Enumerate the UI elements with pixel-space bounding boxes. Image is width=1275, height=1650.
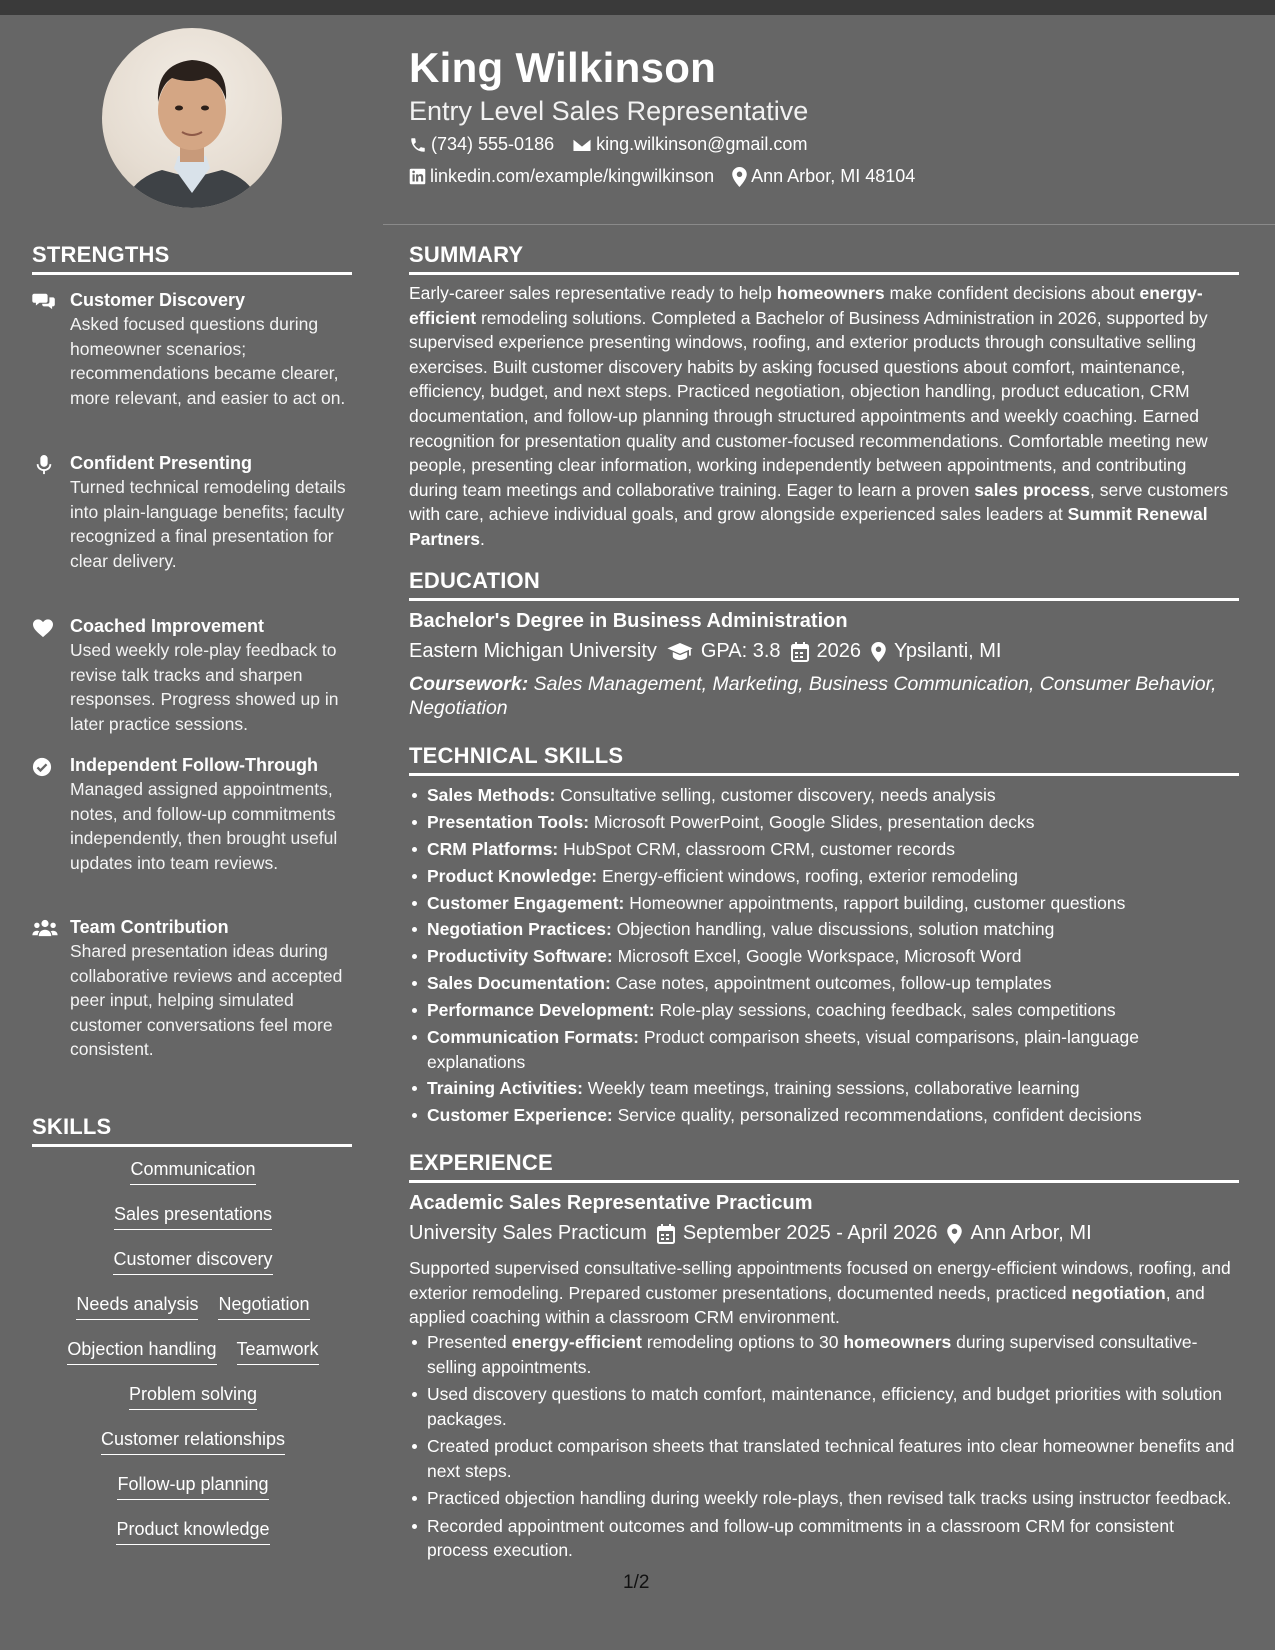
profile-photo: [102, 28, 282, 208]
technical-skill-item: [409, 944, 1239, 969]
microphone-icon: [32, 455, 56, 475]
technical-skill-item: [409, 998, 1239, 1023]
calendar-icon: [791, 642, 809, 662]
skill-chip: Negotiation: [218, 1292, 309, 1320]
job-bullet: [409, 1514, 1239, 1563]
summary-bold: energy-efficient: [409, 283, 1203, 328]
skill-chip: Product knowledge: [116, 1517, 269, 1545]
technical-skill-value: Product comparison sheets, visual comparisons, plain-language explanations: [427, 1027, 1139, 1072]
education-heading: EDUCATION: [409, 568, 1239, 601]
skill-chip: Teamwork: [237, 1337, 319, 1365]
strength-desc: Used weekly role-play feedback to revise talk tracks and sharpen responses. Progress showed up in later practice sessions.: [70, 640, 339, 734]
linkedin-contact[interactable]: [409, 166, 714, 187]
technical-skill-value: Consultative selling, customer discovery, needs analysis: [555, 785, 996, 805]
contact-row-2: [409, 166, 915, 187]
technical-skill-value: Microsoft PowerPoint, Google Slides, presentation decks: [589, 811, 1035, 832]
summary-text: make confident decisions about: [884, 283, 1140, 303]
technical-skill-value: Service quality, personalized recommendations, confident decisions: [612, 1105, 1142, 1126]
skill-row: [32, 1337, 354, 1382]
map-marker-icon: [732, 167, 747, 187]
skills-heading: SKILLS: [32, 1114, 352, 1147]
strength-desc: Asked focused questions during homeowner scenarios; recommendations became clearer, more relevant, and easier to act on.: [70, 314, 346, 408]
education-meta: [409, 640, 1002, 663]
technical-skill-item: [409, 783, 1239, 808]
school-location: Ypsilanti, MI: [894, 640, 1002, 662]
technical-skill-label: Sales Methods:: [427, 785, 556, 805]
strengths-heading: STRENGTHS: [32, 242, 352, 275]
graduation-cap-icon: [667, 643, 693, 661]
technical-skill-label: Presentation Tools:: [427, 811, 590, 832]
map-marker-icon: [947, 1224, 962, 1244]
job-organization: University Sales Practicum: [409, 1222, 647, 1244]
technical-skill-value: HubSpot CRM, classroom CRM, customer records: [558, 838, 956, 859]
strength-item: [32, 451, 354, 573]
job-title: Academic Sales Representative Practicum: [409, 1192, 813, 1214]
technical-skill-item: [409, 810, 1239, 835]
strength-title: Coached Improvement: [70, 616, 265, 636]
technical-skill-value: Homeowner appointments, rapport building, customer questions: [624, 892, 1126, 913]
strength-item: [32, 753, 354, 875]
technical-skill-label: Performance Development:: [427, 1000, 655, 1021]
skill-row: [32, 1247, 354, 1292]
job-location: Ann Arbor, MI: [970, 1222, 1092, 1244]
job-bullet: [409, 1382, 1239, 1431]
summary-bold: sales process: [974, 479, 1090, 500]
location-contact: [732, 166, 915, 187]
job-bullet-text: Used discovery questions to match comfort, maintenance, efficiency, and budget priorities with solution packages.: [427, 1384, 1223, 1429]
skill-chip: Follow-up planning: [117, 1472, 268, 1500]
skill-row: [32, 1517, 354, 1562]
technical-skill-value: Microsoft Excel, Google Workspace, Microsoft Word: [612, 946, 1022, 967]
strength-title: Customer Discovery: [70, 290, 246, 310]
skill-row: [32, 1292, 354, 1337]
technical-skill-label: Training Activities:: [427, 1078, 583, 1099]
skill-chip: Problem solving: [129, 1382, 257, 1410]
skill-row: [32, 1427, 354, 1472]
header-divider: [383, 224, 1275, 225]
school-name: Eastern Michigan University: [409, 640, 657, 662]
summary-text: Early-career sales representative ready to help: [409, 283, 777, 303]
technical-skill-value: Role-play sessions, coaching feedback, sales competitions: [654, 1000, 1116, 1021]
job-bullet-bold: homeowners: [843, 1332, 952, 1352]
users-icon: [32, 919, 58, 937]
technical-skill-label: Sales Documentation:: [427, 973, 611, 994]
summary-text: [409, 281, 1239, 552]
job-desc-text: , and applied coaching within a classroom CRM environment.: [409, 1282, 1205, 1328]
job-bullet-text: during supervised consultative-selling appointments.: [427, 1332, 1198, 1377]
skill-chip: Customer discovery: [113, 1247, 272, 1275]
technical-skill-item: [409, 1103, 1239, 1128]
candidate-title: Entry Level Sales Representative: [409, 96, 809, 126]
skills-list: [32, 1157, 354, 1562]
strength-desc: Managed assigned appointments, notes, and follow-up commitments independently, then brought useful updates into team reviews.: [70, 779, 338, 873]
strength-desc: Shared presentation ideas during collaborative reviews and accepted peer input, helping simulated customer conversations feel more consistent.: [70, 941, 343, 1059]
experience-heading: EXPERIENCE: [409, 1150, 1239, 1183]
coursework: [409, 672, 1239, 720]
job-dates: September 2025 - April 2026: [682, 1222, 938, 1244]
summary-heading: SUMMARY: [409, 242, 1239, 275]
technical-skill-item: [409, 864, 1239, 889]
job-bullet-text: Presented: [427, 1332, 512, 1352]
linkedin-text: linkedin.com/example/kingwilkinson: [430, 166, 715, 186]
technical-skill-value: Objection handling, value discussions, solution matching: [611, 919, 1055, 940]
job-bullets: [409, 1330, 1239, 1566]
job-description: [409, 1256, 1239, 1330]
strength-item: [32, 614, 354, 736]
top-bar: [0, 0, 1275, 15]
gpa-text: GPA: 3.8: [700, 640, 781, 662]
comments-icon: [32, 292, 56, 310]
technical-skill-value: Energy-efficient windows, roofing, exterior remodeling: [597, 865, 1018, 886]
job-desc-bold: negotiation: [1071, 1282, 1166, 1303]
job-desc-text: Supported supervised consultative-selling appointments focused on energy-efficient windows, roofing, and exterior remodeling. Prepared customer presentations, documented needs, practiced: [409, 1258, 1231, 1303]
coursework-label: Coursework:: [409, 673, 529, 695]
technical-skill-item: [409, 971, 1239, 996]
technical-skills-heading: TECHNICAL SKILLS: [409, 743, 1239, 776]
skill-chip: Communication: [130, 1157, 255, 1185]
job-bullet-text: Practiced objection handling during weekly role-plays, then revised talk tracks using instructor feedback.: [427, 1488, 1232, 1508]
strength-title: Independent Follow-Through: [70, 755, 318, 775]
job-meta: [409, 1222, 1092, 1245]
technical-skill-label: Negotiation Practices:: [427, 919, 612, 940]
graduation-year: 2026: [816, 640, 862, 662]
summary-text: .: [480, 528, 485, 549]
phone-icon: [409, 136, 427, 154]
job-bullet-bold: energy-efficient: [511, 1332, 642, 1352]
email-contact[interactable]: [572, 134, 807, 155]
heart-icon: [32, 618, 54, 638]
technical-skill-label: Communication Formats:: [427, 1027, 639, 1048]
contact-row-1: [409, 134, 807, 155]
strength-title: Confident Presenting: [70, 453, 253, 473]
map-marker-icon: [871, 642, 886, 662]
candidate-name: King Wilkinson: [409, 44, 717, 91]
job-bullet-text: Recorded appointment outcomes and follow-up commitments in a classroom CRM for consistent process execution.: [427, 1515, 1174, 1560]
job-bullet: [409, 1330, 1239, 1379]
technical-skill-item: [409, 1076, 1239, 1101]
skill-chip: Objection handling: [67, 1337, 216, 1365]
technical-skill-label: Product Knowledge:: [427, 865, 598, 886]
skill-chip: Needs analysis: [76, 1292, 198, 1320]
phone-contact[interactable]: [409, 134, 554, 155]
summary-text: remodeling solutions. Completed a Bachelor of Business Administration in 2026, supported by supervised experience presenting windows, roofing, and exterior products through consultative selling exercises. Built customer discovery habits by asking focused questions about comfort, maintenance, efficiency, budget, and next steps. Practiced negotiation, objection handling, product education, CRM documentation, and follow-up planning through structured appointments and weekly coaching. Earned recognition for presentation quality and customer-focused recommendations. Comfortable meeting new people, presenting clear information, working independently between appointments, and contributing during team meetings and collaborative training. Eager to learn a proven: [409, 307, 1208, 500]
technical-skill-label: Customer Experience:: [427, 1105, 613, 1126]
job-bullet-text: Created product comparison sheets that translated technical features into clear homeowner benefits and next steps.: [427, 1436, 1235, 1481]
technical-skill-item: [409, 1025, 1239, 1074]
technical-skill-value: Case notes, appointment outcomes, follow-up templates: [610, 973, 1052, 994]
skill-row: [32, 1382, 354, 1427]
skill-chip: Sales presentations: [114, 1202, 272, 1230]
skill-row: [32, 1202, 354, 1247]
technical-skill-label: Customer Engagement:: [427, 892, 625, 913]
skill-row: [32, 1157, 354, 1202]
summary-bold: homeowners: [776, 283, 885, 303]
summary-text: , serve customers with care, achieve individual goals, and grow alongside experienced sales leaders at: [409, 479, 1229, 525]
strength-title: Team Contribution: [70, 917, 229, 937]
summary-bold: Summit Renewal Partners: [409, 504, 1208, 549]
check-circle-icon: [32, 757, 52, 777]
technical-skill-label: Productivity Software:: [427, 946, 613, 967]
technical-skill-item: [409, 891, 1239, 916]
linkedin-icon: [409, 168, 426, 185]
coursework-list: Sales Management, Marketing, Business Communication, Consumer Behavior, Negotiation: [409, 673, 1217, 719]
strength-item: [32, 915, 354, 1062]
job-bullet: [409, 1486, 1239, 1511]
calendar-icon: [657, 1224, 675, 1244]
skill-row: [32, 1472, 354, 1517]
job-bullet: [409, 1434, 1239, 1483]
strength-item: [32, 288, 354, 410]
phone-text: (734) 555-0186: [431, 134, 555, 154]
technical-skill-value: Weekly team meetings, training sessions, collaborative learning: [582, 1078, 1080, 1099]
envelope-icon: [572, 137, 592, 153]
job-bullet-text: remodeling options to 30: [641, 1332, 844, 1352]
strength-desc: Turned technical remodeling details into plain-language benefits; faculty recognized a final presentation for clear delivery.: [70, 477, 346, 571]
degree-title: Bachelor's Degree in Business Administration: [409, 610, 848, 632]
email-text: king.wilkinson@gmail.com: [596, 134, 808, 154]
technical-skill-label: CRM Platforms:: [427, 838, 559, 859]
skill-chip: Customer relationships: [101, 1427, 285, 1455]
technical-skills-list: [409, 783, 1239, 1130]
location-text: Ann Arbor, MI 48104: [751, 166, 916, 186]
technical-skill-item: [409, 837, 1239, 862]
technical-skill-item: [409, 917, 1239, 942]
page-number: 1/2: [623, 1572, 650, 1593]
